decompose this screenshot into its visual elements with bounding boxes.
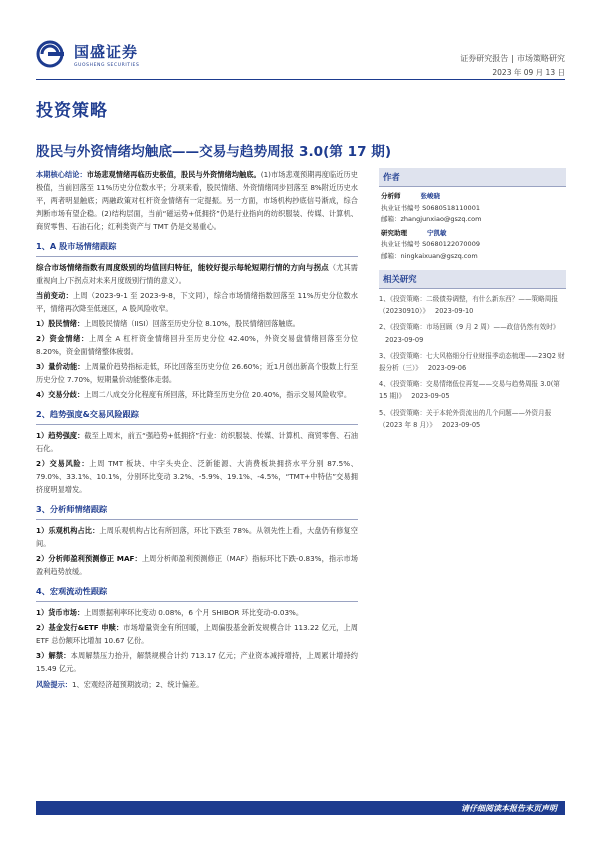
report-date: 2023 年 09 月 13 日: [492, 68, 565, 77]
item-label: 当前变动：: [36, 291, 73, 300]
item-text: 上周分析师盈利预测修正（MAF）指标环比下跌-0.83%，指示市场盈利趋势放缓。: [36, 554, 358, 576]
item-text: 上周量价趋势指标走低，环比回落至历史分位 26.60%；近1月创出新高个股数上行至历史分位 7.70%，短期量价动能整体走弱。: [36, 362, 358, 384]
item-label: 4）交易分歧：: [36, 390, 85, 399]
section-divider: [36, 424, 358, 425]
guosheng-logo-icon: [36, 40, 68, 68]
company-logo: [36, 40, 139, 68]
section-divider: [36, 256, 358, 257]
list-item: [36, 289, 358, 315]
related-item[interactable]: [379, 321, 566, 345]
summary-head: 本期核心结论：: [36, 170, 87, 179]
author-email[interactable]: ningkaixuan@gszq.com: [400, 251, 478, 260]
item-text: 上周股民情绪（IISI）回落至历史分位 8.10%，股民情绪回落触底。: [84, 319, 300, 328]
author-role: 研究助理: [381, 228, 407, 237]
item-label: 3）解禁：: [36, 651, 71, 660]
author-name: 张峻晓: [420, 192, 440, 200]
list-item: [36, 552, 358, 578]
item-label: 1）乐观机构占比：: [36, 526, 100, 535]
item-label: 1）货币市场：: [36, 608, 85, 617]
page-footer: [36, 801, 565, 815]
report-category: 投资策略: [36, 101, 108, 121]
list-item: [36, 606, 358, 619]
author-role-line: [379, 228, 566, 240]
email-label: 邮箱：: [381, 251, 401, 260]
author-name: 宁凯敏: [427, 228, 447, 237]
license-number: S0680122070009: [422, 240, 480, 248]
report-type: 证券研究报告: [460, 54, 509, 63]
item-text: 上周（2023-9-1 至 2023-9-8，下文同），综合市场情绪指数回落至 11%历史分位数水平，情绪再次降至低迷区，A 股风险收窄。: [36, 291, 358, 313]
logo-en: GUOSHENG SECURITIES: [74, 62, 140, 68]
report-header: [0, 0, 595, 90]
summary-lead: 市场悲观情绪再临历史极值，股民与外资情绪均触底。: [86, 170, 261, 179]
related-date: 2023-09-09: [385, 335, 424, 344]
report-title: 股民与外资情绪均触底——交易与趋势周报 3.0(第 17 期): [36, 144, 392, 160]
item-text: 上周 TMT 板块、中字头央企、泛新能源、大消费板块拥挤水平分别 87.5%、79.0%、33.1%、10.1%，分别环比变动 3.2%、-5.9%、19.1%、-4.5%，“TMT+中特估”交易拥挤度明显增发。: [36, 459, 358, 494]
author-license-line: [379, 203, 566, 215]
section-heading: 4、宏观流动性跟踪: [36, 586, 108, 596]
risk-warning: [36, 678, 358, 691]
item-text: 截至上周末，前五“强趋势+低拥挤”行业：纺织服装、传媒、计算机、商贸零售、石油石化。: [36, 431, 358, 453]
related-title: 3、《投资策略：七大风格细分行业财报季动态梳理——23Q2 财报分析（三）》: [379, 351, 565, 373]
related-title: 2、《投资策略：市场回顾（9 月 2 周）——政信仍然有效时》: [379, 323, 560, 332]
item-text: 上周票据利率环比变动 0.08%，6 个月 SHIBOR 环比变动-0.03%。: [84, 608, 304, 617]
related-item[interactable]: [379, 378, 566, 402]
related-date: 2023-09-10: [435, 307, 474, 316]
item-text: 上周乐观机构占比有所回落，环比下跌至 78%。从领先性上看，大盘仍有修复空间。: [36, 526, 358, 548]
license-label: 执业证书编号: [381, 203, 420, 212]
related-item[interactable]: [379, 293, 566, 317]
license-number: S0680518110001: [422, 203, 480, 212]
list-item: [36, 524, 358, 550]
related-date: 2023-09-05: [441, 420, 481, 429]
list-item: [36, 360, 358, 386]
section-heading: 1、A 股市场情绪跟踪: [36, 241, 117, 251]
section-divider: [36, 519, 358, 520]
list-item: [36, 317, 358, 330]
author-email-line: [379, 214, 566, 226]
authors-heading: 作者: [379, 168, 566, 186]
list-item: [36, 388, 358, 401]
author-license-line: [379, 239, 566, 251]
footer-disclaimer: 请仔细阅读本报告末页声明: [461, 803, 557, 813]
related-item[interactable]: [379, 350, 566, 374]
section-heading: 2、趋势强度&交易风险跟踪: [36, 409, 139, 419]
section-lead-bold: 综合市场情绪指数有周度级别的均值回归特征，能较好提示每轮短期行情的方向与拐点: [36, 263, 329, 272]
report-subtype: 市场策略研究: [517, 54, 565, 63]
item-label: 1）趋势强度：: [36, 431, 85, 440]
sidebar: [379, 168, 566, 435]
related-title: 5、《投资策略：关于本轮外资流出的几个问题——外资月报（2023 年 8 月）》: [379, 408, 552, 429]
list-item: [36, 429, 358, 455]
item-text: 上周全 A 杠杆资金情绪回升至历史分位 42.40%，外资交易盘情绪回落至分位 8.20%，资金面情绪整体疲弱。: [36, 334, 358, 356]
sidebar-divider: [379, 186, 566, 187]
author-email-line: [379, 251, 566, 263]
item-label: 1）股民情绪：: [36, 319, 85, 328]
email-label: 邮箱：: [381, 215, 401, 223]
risk-text: 1、宏观经济超预期波动；2、统计偏差。: [71, 680, 204, 689]
item-label: 2）资金情绪：: [36, 334, 89, 343]
item-text: 上周二八成交分化程度有所回落，环比降至历史分位 20.40%，指示交易风险收窄。: [84, 390, 352, 399]
author-role-line: [379, 191, 566, 203]
report-type-separator: |: [511, 54, 514, 63]
related-date: 2023-09-05: [411, 392, 450, 401]
item-text: 市场增量资金有所回暖，上周偏股基金新发规模合计 113.22 亿元，上周 ETF 总份额环比增加 10.67 亿份。: [36, 623, 358, 645]
section-lead-note: （尤其需重视向上/下拐点对未来月度级别行情的意义）。: [36, 263, 358, 285]
item-label: 2）交易风险：: [36, 459, 90, 468]
core-summary: [36, 168, 358, 233]
section-heading: 3、分析师情绪跟踪: [36, 504, 108, 514]
item-label: 3）量价动能：: [36, 362, 85, 371]
related-heading: 相关研究: [379, 270, 566, 288]
section-divider: [36, 601, 358, 602]
section-lead: [36, 261, 358, 287]
report-type-line: [460, 53, 565, 64]
summary-text: (1)市场悲观预期再度临近历史极值，当前回落至 11%历史分位数水平；分项来看，股民情绪、外资情绪同步回落至 8%附近历史水平，两者明显触底；两融政策对杠杆资金情绪有一定提振。另一方面，市场机构抄底信号渐成，综合判断市场有望企稳。(2)结构层面，当前“磁运势+低拥挤”仍是行业指向的纺织服装、传媒、计算机、商贸零售、石油石化；红利类资产与 TMT 仍是交易重心。: [36, 170, 358, 231]
list-item: [36, 649, 358, 675]
risk-label: 风险提示：: [36, 680, 72, 689]
list-item: [36, 621, 358, 647]
logo-name: 国盛证券: [74, 42, 139, 61]
list-item: [36, 457, 358, 496]
related-title: 1、《投资策略：二级债券调整，有什么新东西？——策略周报（20230910）》: [379, 295, 558, 316]
item-label: 2）基金发行&ETF 申赎：: [36, 623, 124, 632]
license-label: 执业证书编号: [381, 240, 420, 248]
related-title: 4、《投资策略：交易情绪低位再复——交易与趋势周报 3.0(第 15 期)》: [379, 380, 560, 401]
item-text: 本周解禁压力抬升，解禁规模合计约 713.17 亿元；产业资本减持增持，上周累计增持约 15.49 亿元。: [36, 651, 358, 673]
header-divider: [36, 79, 565, 80]
related-list: [379, 293, 566, 431]
author-email[interactable]: zhangjunxiao@gszq.com: [400, 215, 482, 223]
list-item: [36, 332, 358, 358]
main-column: [36, 168, 358, 693]
item-label: 2）分析师盈利预测修正 MAF：: [36, 554, 142, 563]
sidebar-divider: [379, 288, 566, 289]
related-date: 2023-09-06: [427, 364, 467, 373]
author-role: 分析师: [381, 192, 401, 200]
related-item[interactable]: [379, 407, 566, 431]
author-card: [379, 191, 566, 262]
